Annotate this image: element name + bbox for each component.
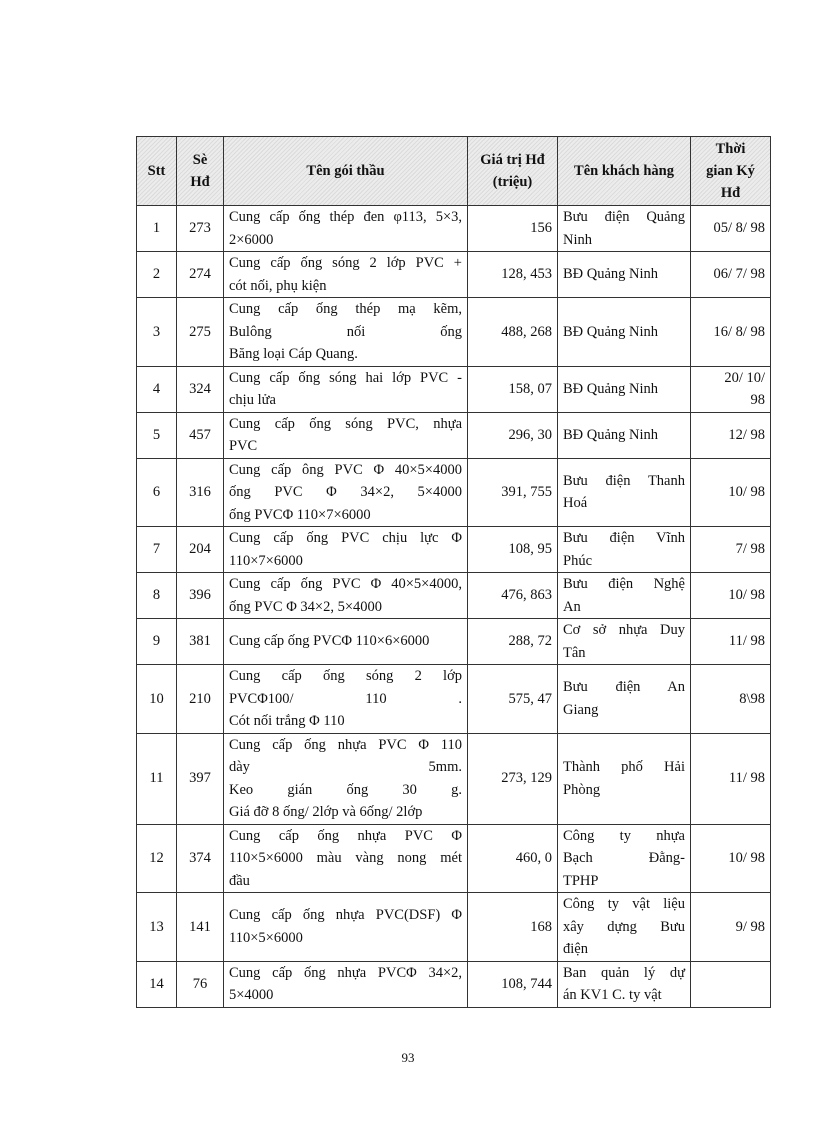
cell-ten-goi-thau-line: PVC (229, 438, 258, 454)
cell-ten-goi-thau-line: Cung cấp ống thép đen φ113, 5×3, (229, 209, 462, 225)
cell-stt: 12 (137, 824, 177, 893)
cell-gia-tri: 476, 863 (468, 573, 558, 619)
table-row (137, 961, 771, 1007)
table-row (137, 573, 771, 619)
table-row (137, 412, 771, 458)
cell-gia-tri: 158, 07 (468, 366, 558, 412)
cell-thoi-gian-line: 10/ 98 (728, 484, 765, 500)
cell-ten-goi-thau (224, 619, 468, 665)
cell-ten-goi-thau-line: ống PVC Φ 34×2, 5×4000 (229, 484, 462, 500)
cell-stt: 10 (137, 665, 177, 734)
cell-ten-goi-thau-line: Cót nối trắng Φ 110 (229, 713, 345, 729)
cell-ten-khach-hang (558, 733, 691, 824)
cell-thoi-gian-line: 11/ 98 (728, 633, 765, 650)
cell-ten-khach-hang-line: Công ty nhựa (563, 827, 685, 844)
cell-ten-goi-thau-line: 110×5×6000 (229, 929, 303, 946)
header-gia-tri (468, 137, 558, 206)
cell-ten-goi-thau (224, 206, 468, 252)
cell-so-hd: 397 (177, 733, 224, 824)
cell-ten-khach-hang (558, 206, 691, 252)
cell-thoi-gian (691, 961, 771, 1007)
cell-ten-khach-hang-line: điện (563, 941, 588, 957)
cell-ten-goi-thau-line: Băng loại Cáp Quang. (229, 346, 358, 362)
cell-ten-goi-thau-line: PVCΦ100/ 110 . (229, 690, 462, 707)
cell-ten-khach-hang-line: BĐ Quảng Ninh (563, 426, 659, 443)
table-row (137, 893, 771, 962)
contracts-table (136, 136, 771, 1008)
cell-so-hd: 374 (177, 824, 224, 893)
cell-ten-khach-hang-line: Phúc (563, 552, 592, 569)
cell-ten-goi-thau-line: Bulông nối ống (229, 323, 462, 340)
cell-ten-khach-hang-line: Bưu điện Nghệ (563, 576, 685, 592)
cell-ten-khach-hang (558, 412, 691, 458)
cell-ten-khach-hang (558, 298, 691, 367)
cell-so-hd: 324 (177, 366, 224, 412)
cell-so-hd: 381 (177, 619, 224, 665)
page-number: 93 (401, 1050, 415, 1065)
cell-ten-khach-hang (558, 527, 691, 573)
cell-ten-khach-hang-line: An (563, 598, 581, 615)
cell-ten-khach-hang-line: Ninh (563, 231, 592, 248)
cell-ten-khach-hang-line: Ban quản lý dự (563, 964, 685, 981)
cell-thoi-gian-line: 8\98 (739, 690, 765, 707)
cell-thoi-gian-line: 10/ 98 (728, 587, 765, 604)
cell-so-hd: 274 (177, 252, 224, 298)
table-row (137, 366, 771, 412)
header-so-hd (177, 137, 224, 206)
cell-thoi-gian-line: 10/ 98 (728, 850, 765, 866)
cell-stt: 5 (137, 412, 177, 458)
cell-ten-goi-thau-line: Cung cấp ống nhựa PVC(DSF) Φ (229, 907, 462, 924)
cell-gia-tri: 488, 268 (468, 298, 558, 367)
table-row (137, 824, 771, 893)
cell-stt: 3 (137, 298, 177, 367)
cell-ten-goi-thau-line: Cung cấp ống PVC chịu lực Φ (229, 530, 462, 546)
cell-ten-goi-thau (224, 573, 468, 619)
cell-ten-khach-hang (558, 252, 691, 298)
cell-ten-goi-thau-line: cót nối, phụ kiện (229, 277, 327, 294)
header-thoi-gian-line: gian Ký (706, 163, 755, 179)
cell-ten-khach-hang (558, 573, 691, 619)
cell-ten-khach-hang (558, 366, 691, 412)
cell-ten-goi-thau (224, 366, 468, 412)
cell-ten-khach-hang (558, 619, 691, 665)
cell-ten-goi-thau (224, 961, 468, 1007)
cell-so-hd: 275 (177, 298, 224, 367)
cell-ten-khach-hang (558, 665, 691, 734)
cell-ten-goi-thau (224, 893, 468, 962)
cell-thoi-gian (691, 206, 771, 252)
header-so-hd-line: Sè (192, 152, 208, 168)
cell-ten-goi-thau-line: Cung cấp ống nhựa PVCΦ 34×2, (229, 964, 462, 981)
cell-thoi-gian (691, 824, 771, 893)
cell-stt: 4 (137, 366, 177, 412)
cell-ten-khach-hang-line: BĐ Quảng Ninh (563, 323, 659, 340)
cell-ten-goi-thau-line: ống PVC Φ 34×2, 5×4000 (229, 598, 383, 615)
cell-gia-tri: 288, 72 (468, 619, 558, 665)
cell-ten-goi-thau-line: 2×6000 (229, 231, 274, 248)
cell-thoi-gian (691, 458, 771, 527)
header-ten-goi-thau: Tên gói thầu (224, 137, 468, 206)
cell-ten-khach-hang-line: án KV1 C. ty vật (563, 987, 662, 1003)
cell-ten-goi-thau-line: Keo gián ống 30 g. (229, 781, 462, 798)
table-row (137, 619, 771, 665)
header-thoi-gian (691, 137, 771, 206)
cell-thoi-gian (691, 665, 771, 734)
cell-thoi-gian-line: 7/ 98 (735, 541, 765, 558)
table-body (137, 206, 771, 1008)
cell-ten-goi-thau-line: Cung cấp ống nhựa PVC Φ (229, 827, 462, 844)
cell-ten-khach-hang-line: Cơ sở nhựa Duy (563, 622, 685, 638)
cell-ten-goi-thau (224, 298, 468, 367)
cell-stt: 6 (137, 458, 177, 527)
cell-thoi-gian (691, 733, 771, 824)
cell-ten-khach-hang-line: BĐ Quảng Ninh (563, 380, 659, 397)
cell-ten-goi-thau-line: Cung cấp ống sóng 2 lớp PVC + (229, 255, 462, 271)
table-row (137, 206, 771, 252)
cell-stt: 1 (137, 206, 177, 252)
cell-ten-goi-thau (224, 733, 468, 824)
table-row (137, 665, 771, 734)
header-gia-tri-line: (triệu) (492, 174, 533, 190)
table-row (137, 733, 771, 824)
cell-thoi-gian (691, 366, 771, 412)
header-stt: Stt (137, 137, 177, 206)
cell-thoi-gian (691, 573, 771, 619)
cell-so-hd: 396 (177, 573, 224, 619)
cell-gia-tri: 460, 0 (468, 824, 558, 893)
cell-thoi-gian-line: 06/ 7/ 98 (713, 266, 765, 283)
cell-so-hd: 273 (177, 206, 224, 252)
cell-so-hd: 457 (177, 412, 224, 458)
cell-ten-khach-hang-line: Hoá (563, 495, 588, 512)
cell-ten-goi-thau (224, 665, 468, 734)
cell-thoi-gian-line: 98 (750, 392, 765, 408)
cell-ten-goi-thau-line: Cung cấp ống sóng PVC, nhựa (229, 415, 462, 432)
cell-ten-goi-thau (224, 412, 468, 458)
cell-stt: 2 (137, 252, 177, 298)
cell-so-hd: 210 (177, 665, 224, 734)
cell-ten-goi-thau-line: Cung cấp ống PVCΦ 110×6×6000 (229, 633, 430, 650)
cell-gia-tri: 391, 755 (468, 458, 558, 527)
header-gia-tri-line: Giá trị Hđ (480, 152, 545, 168)
cell-ten-goi-thau-line: ống PVCΦ 110×7×6000 (229, 506, 371, 523)
cell-ten-goi-thau-line: Cung cấp ống sóng 2 lớp (229, 668, 462, 684)
cell-so-hd: 204 (177, 527, 224, 573)
cell-gia-tri: 575, 47 (468, 665, 558, 734)
cell-thoi-gian (691, 298, 771, 367)
cell-ten-khach-hang (558, 458, 691, 527)
cell-thoi-gian-line: 16/ 8/ 98 (713, 323, 765, 340)
cell-gia-tri: 128, 453 (468, 252, 558, 298)
cell-ten-goi-thau-line: Cung cấp ống nhựa PVC Φ 110 (229, 736, 462, 753)
header-thoi-gian-line: Hđ (720, 185, 741, 201)
table-row (137, 252, 771, 298)
cell-ten-khach-hang-line: Thành phố Hải (563, 759, 685, 775)
cell-stt: 14 (137, 961, 177, 1007)
cell-thoi-gian-line: 05/ 8/ 98 (713, 220, 765, 237)
cell-thoi-gian (691, 893, 771, 962)
table-row (137, 527, 771, 573)
cell-thoi-gian (691, 619, 771, 665)
cell-ten-goi-thau-line: 5×4000 (229, 987, 274, 1003)
cell-ten-khach-hang (558, 893, 691, 962)
cell-stt: 8 (137, 573, 177, 619)
cell-thoi-gian-line: 11/ 98 (728, 770, 765, 787)
cell-ten-goi-thau (224, 527, 468, 573)
cell-ten-goi-thau-line: 110×7×6000 (229, 552, 303, 569)
cell-thoi-gian-line: 9/ 98 (735, 918, 765, 935)
cell-gia-tri: 156 (468, 206, 558, 252)
cell-gia-tri: 273, 129 (468, 733, 558, 824)
cell-ten-goi-thau-line: Cung cấp ống thép mạ kẽm, (229, 301, 462, 317)
cell-ten-khach-hang-line: TPHP (563, 872, 599, 889)
cell-stt: 13 (137, 893, 177, 962)
cell-ten-goi-thau (224, 824, 468, 893)
cell-thoi-gian-line: 12/ 98 (728, 426, 765, 443)
cell-ten-khach-hang-line: Bạch Đằng- (563, 850, 685, 866)
header-ten-khach-hang: Tên khách hàng (558, 137, 691, 206)
cell-so-hd: 316 (177, 458, 224, 527)
table-row (137, 458, 771, 527)
table-row (137, 298, 771, 367)
cell-ten-goi-thau-line: đầu (229, 872, 250, 889)
cell-ten-khach-hang-line: Bưu điện Thanh (563, 472, 685, 489)
cell-ten-goi-thau-line: Cung cấp ông PVC Φ 40×5×4000 (229, 461, 462, 478)
cell-thoi-gian (691, 252, 771, 298)
cell-ten-khach-hang-line: Công ty vật liệu (563, 896, 685, 912)
cell-stt: 11 (137, 733, 177, 824)
cell-gia-tri: 296, 30 (468, 412, 558, 458)
cell-ten-goi-thau (224, 458, 468, 527)
cell-ten-khach-hang-line: xây dựng Bưu (563, 918, 685, 935)
cell-gia-tri: 108, 744 (468, 961, 558, 1007)
cell-so-hd: 141 (177, 893, 224, 962)
cell-ten-goi-thau-line: Cung cấp ống PVC Φ 40×5×4000, (229, 576, 462, 592)
cell-ten-khach-hang-line: Tân (563, 644, 586, 661)
cell-ten-khach-hang-line: Bưu điện Vĩnh (563, 530, 685, 546)
cell-ten-goi-thau-line: Cung cấp ống sóng hai lớp PVC - (229, 369, 462, 386)
cell-ten-goi-thau (224, 252, 468, 298)
header-row (137, 137, 771, 206)
cell-so-hd: 76 (177, 961, 224, 1007)
cell-gia-tri: 108, 95 (468, 527, 558, 573)
cell-thoi-gian-line: 20/ 10/ (724, 369, 765, 386)
cell-thoi-gian (691, 412, 771, 458)
header-thoi-gian-line: Thời (715, 141, 746, 157)
cell-ten-goi-thau-line: Giá đỡ 8 ống/ 2lớp và 6ống/ 2lớp (229, 804, 423, 820)
cell-stt: 7 (137, 527, 177, 573)
cell-stt: 9 (137, 619, 177, 665)
cell-thoi-gian (691, 527, 771, 573)
cell-ten-khach-hang-line: Bưu điện Quảng (563, 209, 685, 225)
cell-ten-goi-thau-line: dày 5mm. (229, 759, 462, 775)
cell-ten-khach-hang (558, 961, 691, 1007)
cell-ten-goi-thau-line: 110×5×6000 màu vàng nong mét (229, 850, 462, 866)
cell-ten-khach-hang-line: Phòng (563, 781, 601, 798)
cell-ten-khach-hang-line: Bưu điện An (563, 679, 685, 696)
cell-gia-tri: 168 (468, 893, 558, 962)
cell-ten-khach-hang-line: BĐ Quảng Ninh (563, 266, 659, 283)
header-so-hd-line: Hđ (190, 174, 210, 190)
cell-ten-goi-thau-line: chịu lửa (229, 392, 276, 408)
cell-ten-khach-hang (558, 824, 691, 893)
cell-ten-khach-hang-line: Giang (563, 701, 599, 718)
